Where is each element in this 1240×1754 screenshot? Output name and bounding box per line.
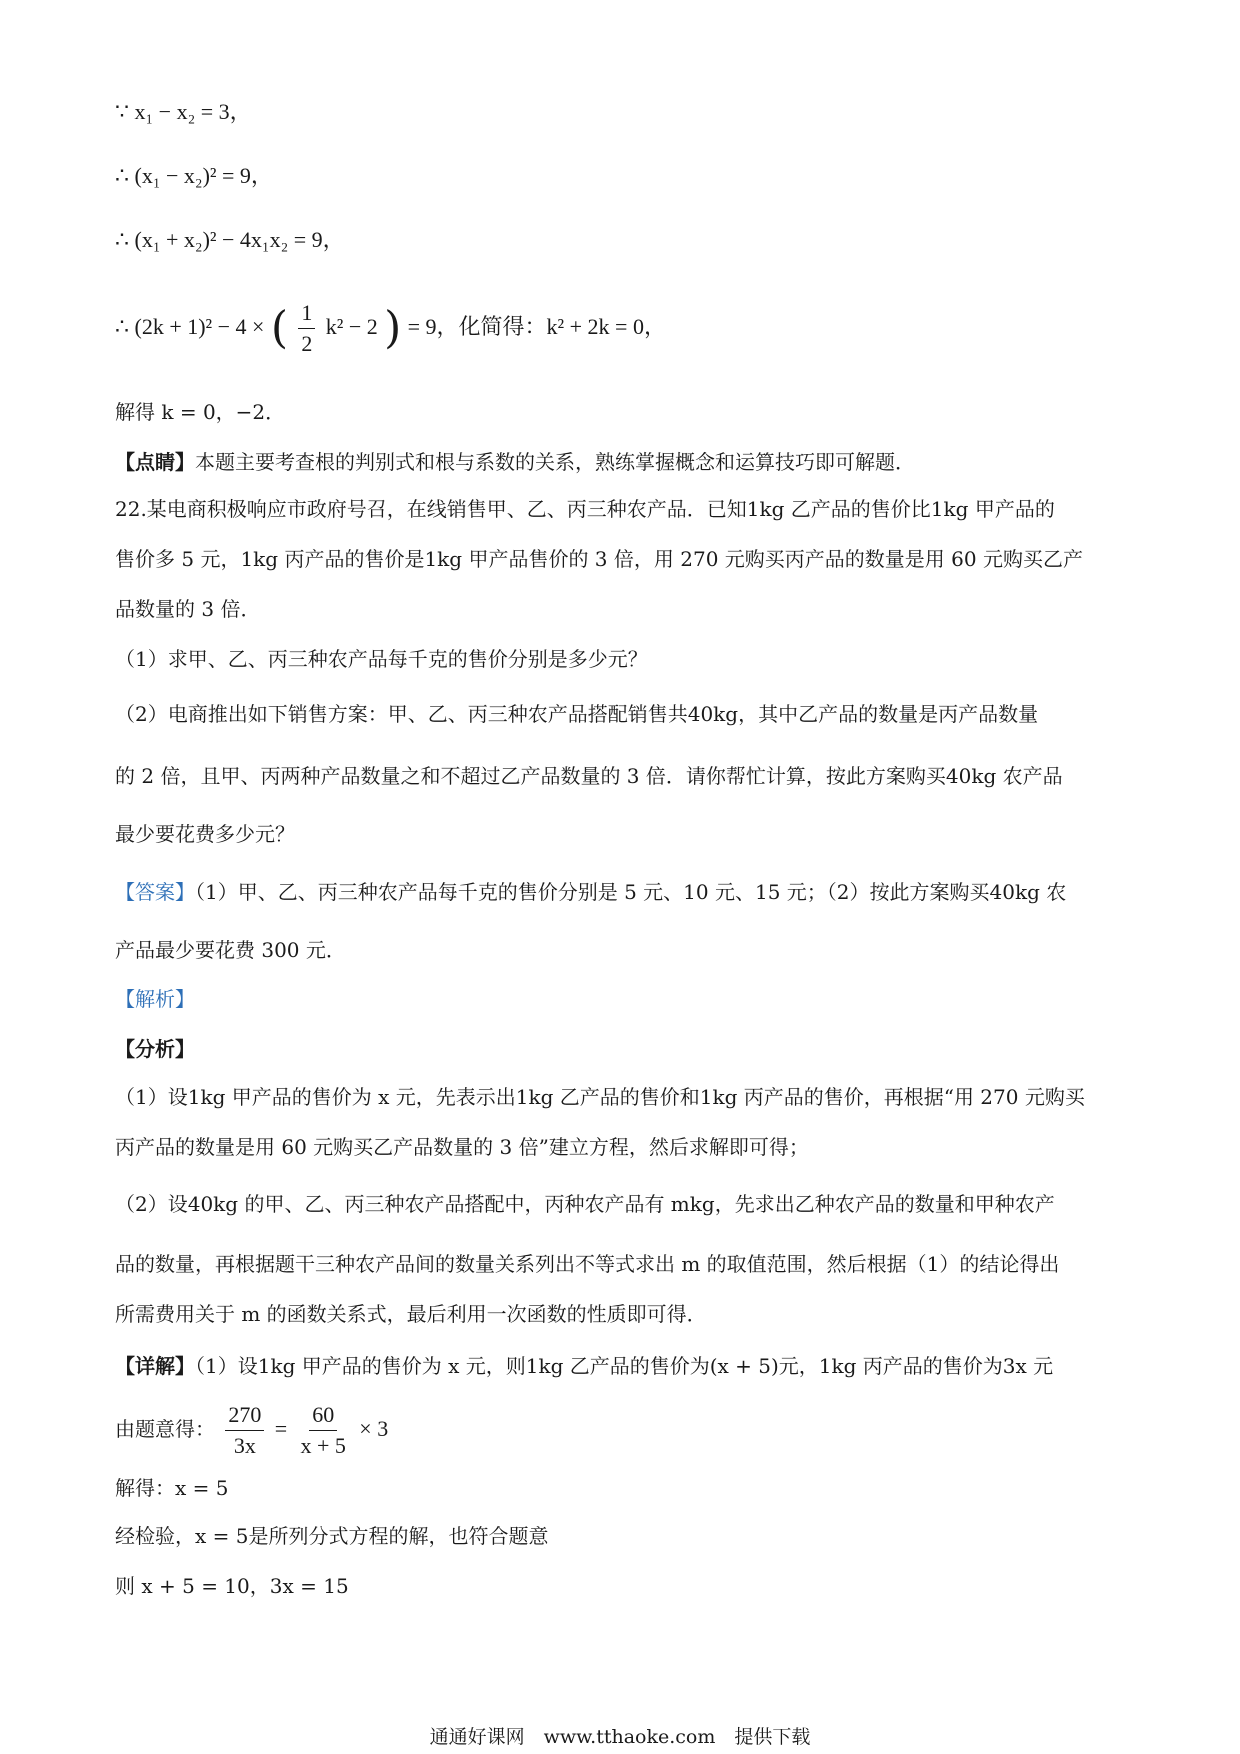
question-22-line-1: 22.某电商积极响应市政府号召，在线销售甲、乙、丙三种农产品．已知1kg 乙产品的售价比1kg 甲产品的 [115,497,1055,521]
answer-line-1: 【答案】（1）甲、乙、丙三种农产品每千克的售价分别是 5 元、10 元、15 元；（2）按此方案购买40kg 农 [115,880,1067,904]
solution-line-2: 经检验，x = 5是所列分式方程的解，也符合题意 [115,1524,549,1548]
line-substitute: ∴ (2k + 1)² − 4 × ( $\frac{1}{2}$ k² − 2 ) = 9，化简得：k² + 2k = 0， [115,298,666,359]
question-22-part-2-line-3: 最少要花费多少元？ [115,822,295,846]
question-22-line-3: 品数量的 3 倍． [115,597,261,621]
xiangjie-line-1: 【详解】（1）设1kg 甲产品的售价为 x 元，则1kg 乙产品的售价为(x + 5)元，1kg 丙产品的售价为3x 元 [115,1354,1054,1378]
fraction-one-half: $\frac{1}{2}$ [298,298,315,359]
fenxi-2-line-2: 品的数量，再根据题干三种农产品间的数量关系列出不等式求出 m 的取值范围，然后根据（1）的结论得出 [115,1252,1060,1276]
line-solution-k: 解得 k = 0，−2． [115,400,286,424]
fenxi-heading: 【分析】 [115,1037,195,1061]
question-22-part-2-line-2: 的 2 倍，且甲、丙两种产品数量之和不超过乙产品数量的 3 倍．请你帮忙计算，按此方案购买40kg 农产品 [115,764,1063,788]
question-22-line-2: 售价多 5 元，1kg 丙产品的售价是1kg 甲产品售价的 3 倍，用 270 元购买丙产品的数量是用 60 元购买乙产 [115,547,1083,571]
line-expand: ∴ (x₁ + x₂)² − 4x₁x₂ = 9， [115,227,345,252]
question-22-part-1: （1）求甲、乙、丙三种农产品每千克的售价分别是多少元？ [115,647,648,671]
page-footer: 通通好课网 www.tthaoke.com 提供下载 [429,1726,811,1748]
answer-line-2: 产品最少要花费 300 元． [115,938,346,962]
paren-left: ( [270,302,288,354]
fraction-270-over-3x: $\frac{270}{3x}$ [225,1400,264,1461]
jiexi-heading: 【解析】 [115,987,195,1011]
line-given-diff: ∵ x₁ − x₂ = 3， [115,99,252,124]
fenxi-2-line-3: 所需费用关于 m 的函数关系式，最后利用一次函数的性质即可得． [115,1302,707,1326]
answer-tag: 【答案】 [115,880,195,904]
fenxi-1-line-1: （1）设1kg 甲产品的售价为 x 元，先表示出1kg 乙产品的售价和1kg 丙产品的售价，再根据“用 270 元购买 [115,1085,1085,1109]
fenxi-1-line-2: 丙产品的数量是用 60 元购买乙产品数量的 3 倍”建立方程，然后求解即可得； [115,1135,809,1159]
fraction-60-over-x-plus-5: $\frac{60}{x + 5}$ [300,1402,346,1458]
line-square: ∴ (x₁ − x₂)² = 9， [115,163,273,188]
fenxi-2-line-1: （2）设40kg 的甲、乙、丙三种农产品搭配中，丙种农产品有 mkg，先求出乙种农产品的数量和甲种农产 [115,1192,1055,1216]
solution-line-1: 解得：x = 5 [115,1476,229,1500]
question-22-part-2-line-1: （2）电商推出如下销售方案：甲、乙、丙三种农产品搭配销售共40kg，其中乙产品的数量是丙产品数量 [115,702,1039,726]
paren-right: ) [384,302,402,354]
equation-line: 由题意得： $\frac{270}{3x}$ = $\frac{60}{x + 5}$ × 3 [115,1400,388,1461]
dianjing-paragraph: 【点睛】本题主要考查根的判别式和根与系数的关系，熟练掌握概念和运算技巧即可解题． [115,450,915,474]
solution-line-3: 则 x + 5 = 10，3x = 15 [115,1574,349,1598]
